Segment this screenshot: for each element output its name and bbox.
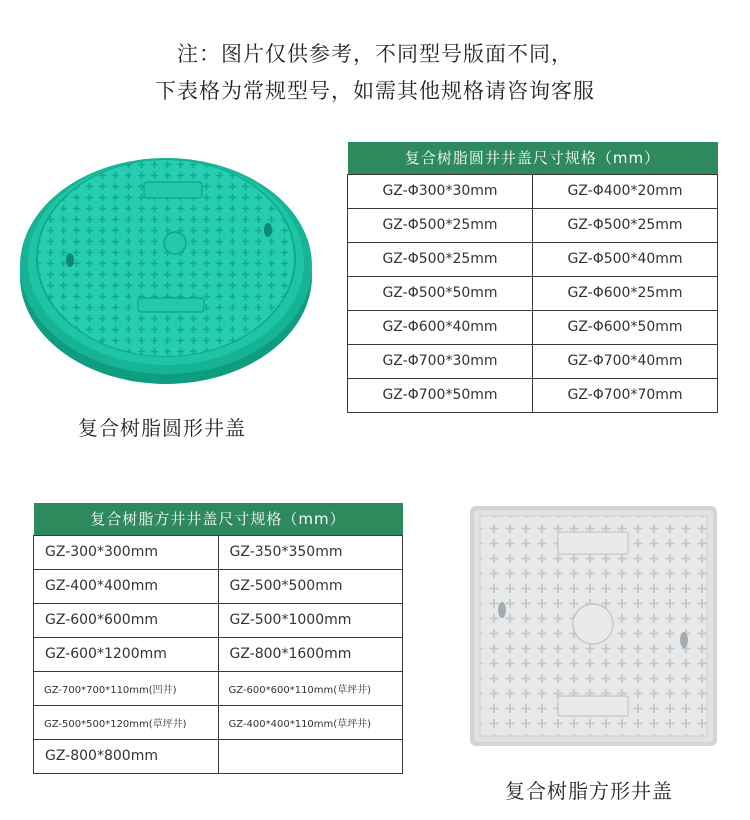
table-cell: GZ-400*400mm bbox=[34, 569, 219, 603]
table-cell: GZ-Φ500*50mm bbox=[348, 276, 533, 310]
square-manhole-cover-image bbox=[470, 506, 717, 746]
table-row bbox=[348, 208, 718, 242]
table-cell: GZ-300*300mm bbox=[34, 535, 219, 569]
table-cell: GZ-500*1000mm bbox=[218, 603, 403, 637]
table-row bbox=[34, 569, 403, 603]
table-row bbox=[34, 603, 403, 637]
table-row bbox=[348, 242, 718, 276]
note-line-1: 注：图片仅供参考，不同型号版面不同， bbox=[177, 42, 573, 66]
table-cell: GZ-Φ500*25mm bbox=[533, 208, 718, 242]
table-row bbox=[348, 310, 718, 344]
table-cell: GZ-Φ600*25mm bbox=[533, 276, 718, 310]
round-table-title: 复合树脂圆井井盖尺寸规格（mm） bbox=[348, 142, 718, 174]
table-cell: GZ-Φ500*25mm bbox=[348, 208, 533, 242]
table-row bbox=[34, 739, 403, 773]
round-manhole-cover-image bbox=[18, 148, 314, 388]
table-cell: GZ-600*600*110mm(草坪井) bbox=[218, 671, 403, 705]
table-cell: GZ-700*700*110mm(凹井) bbox=[34, 671, 219, 705]
table-cell: GZ-600*600mm bbox=[34, 603, 219, 637]
table-cell: GZ-Φ600*50mm bbox=[533, 310, 718, 344]
table-cell: GZ-Φ700*70mm bbox=[533, 378, 718, 412]
square-cover-spec-table bbox=[33, 503, 403, 774]
square-table-title: 复合树脂方井井盖尺寸规格（mm） bbox=[34, 503, 403, 535]
table-cell: GZ-500*500mm bbox=[218, 569, 403, 603]
table-cell: GZ-600*1200mm bbox=[34, 637, 219, 671]
table-cell: GZ-500*500*120mm(草坪井) bbox=[34, 705, 219, 739]
table-row bbox=[34, 671, 403, 705]
table-cell: GZ-Φ700*40mm bbox=[533, 344, 718, 378]
table-cell: GZ-Φ300*30mm bbox=[348, 174, 533, 208]
table-cell bbox=[218, 739, 403, 773]
table-cell: GZ-Φ500*40mm bbox=[533, 242, 718, 276]
square-cover-caption: 复合树脂方形井盖 bbox=[505, 779, 673, 803]
table-cell: GZ-Φ400*20mm bbox=[533, 174, 718, 208]
note-line-2: 下表格为常规型号，如需其他规格请咨询客服 bbox=[155, 79, 595, 103]
table-row bbox=[348, 378, 718, 412]
table-cell: GZ-800*800mm bbox=[34, 739, 219, 773]
table-cell: GZ-Φ700*30mm bbox=[348, 344, 533, 378]
table-row bbox=[348, 276, 718, 310]
table-row bbox=[348, 174, 718, 208]
table-row bbox=[34, 535, 403, 569]
table-row bbox=[34, 637, 403, 671]
table-row bbox=[34, 705, 403, 739]
table-cell: GZ-400*400*110mm(草坪井) bbox=[218, 705, 403, 739]
table-cell: GZ-Φ500*25mm bbox=[348, 242, 533, 276]
round-cover-caption: 复合树脂圆形井盖 bbox=[78, 416, 246, 440]
table-cell: GZ-350*350mm bbox=[218, 535, 403, 569]
table-cell: GZ-800*1600mm bbox=[218, 637, 403, 671]
table-cell: GZ-Φ600*40mm bbox=[348, 310, 533, 344]
round-cover-spec-table bbox=[347, 142, 718, 413]
table-cell: GZ-Φ700*50mm bbox=[348, 378, 533, 412]
table-row bbox=[348, 344, 718, 378]
